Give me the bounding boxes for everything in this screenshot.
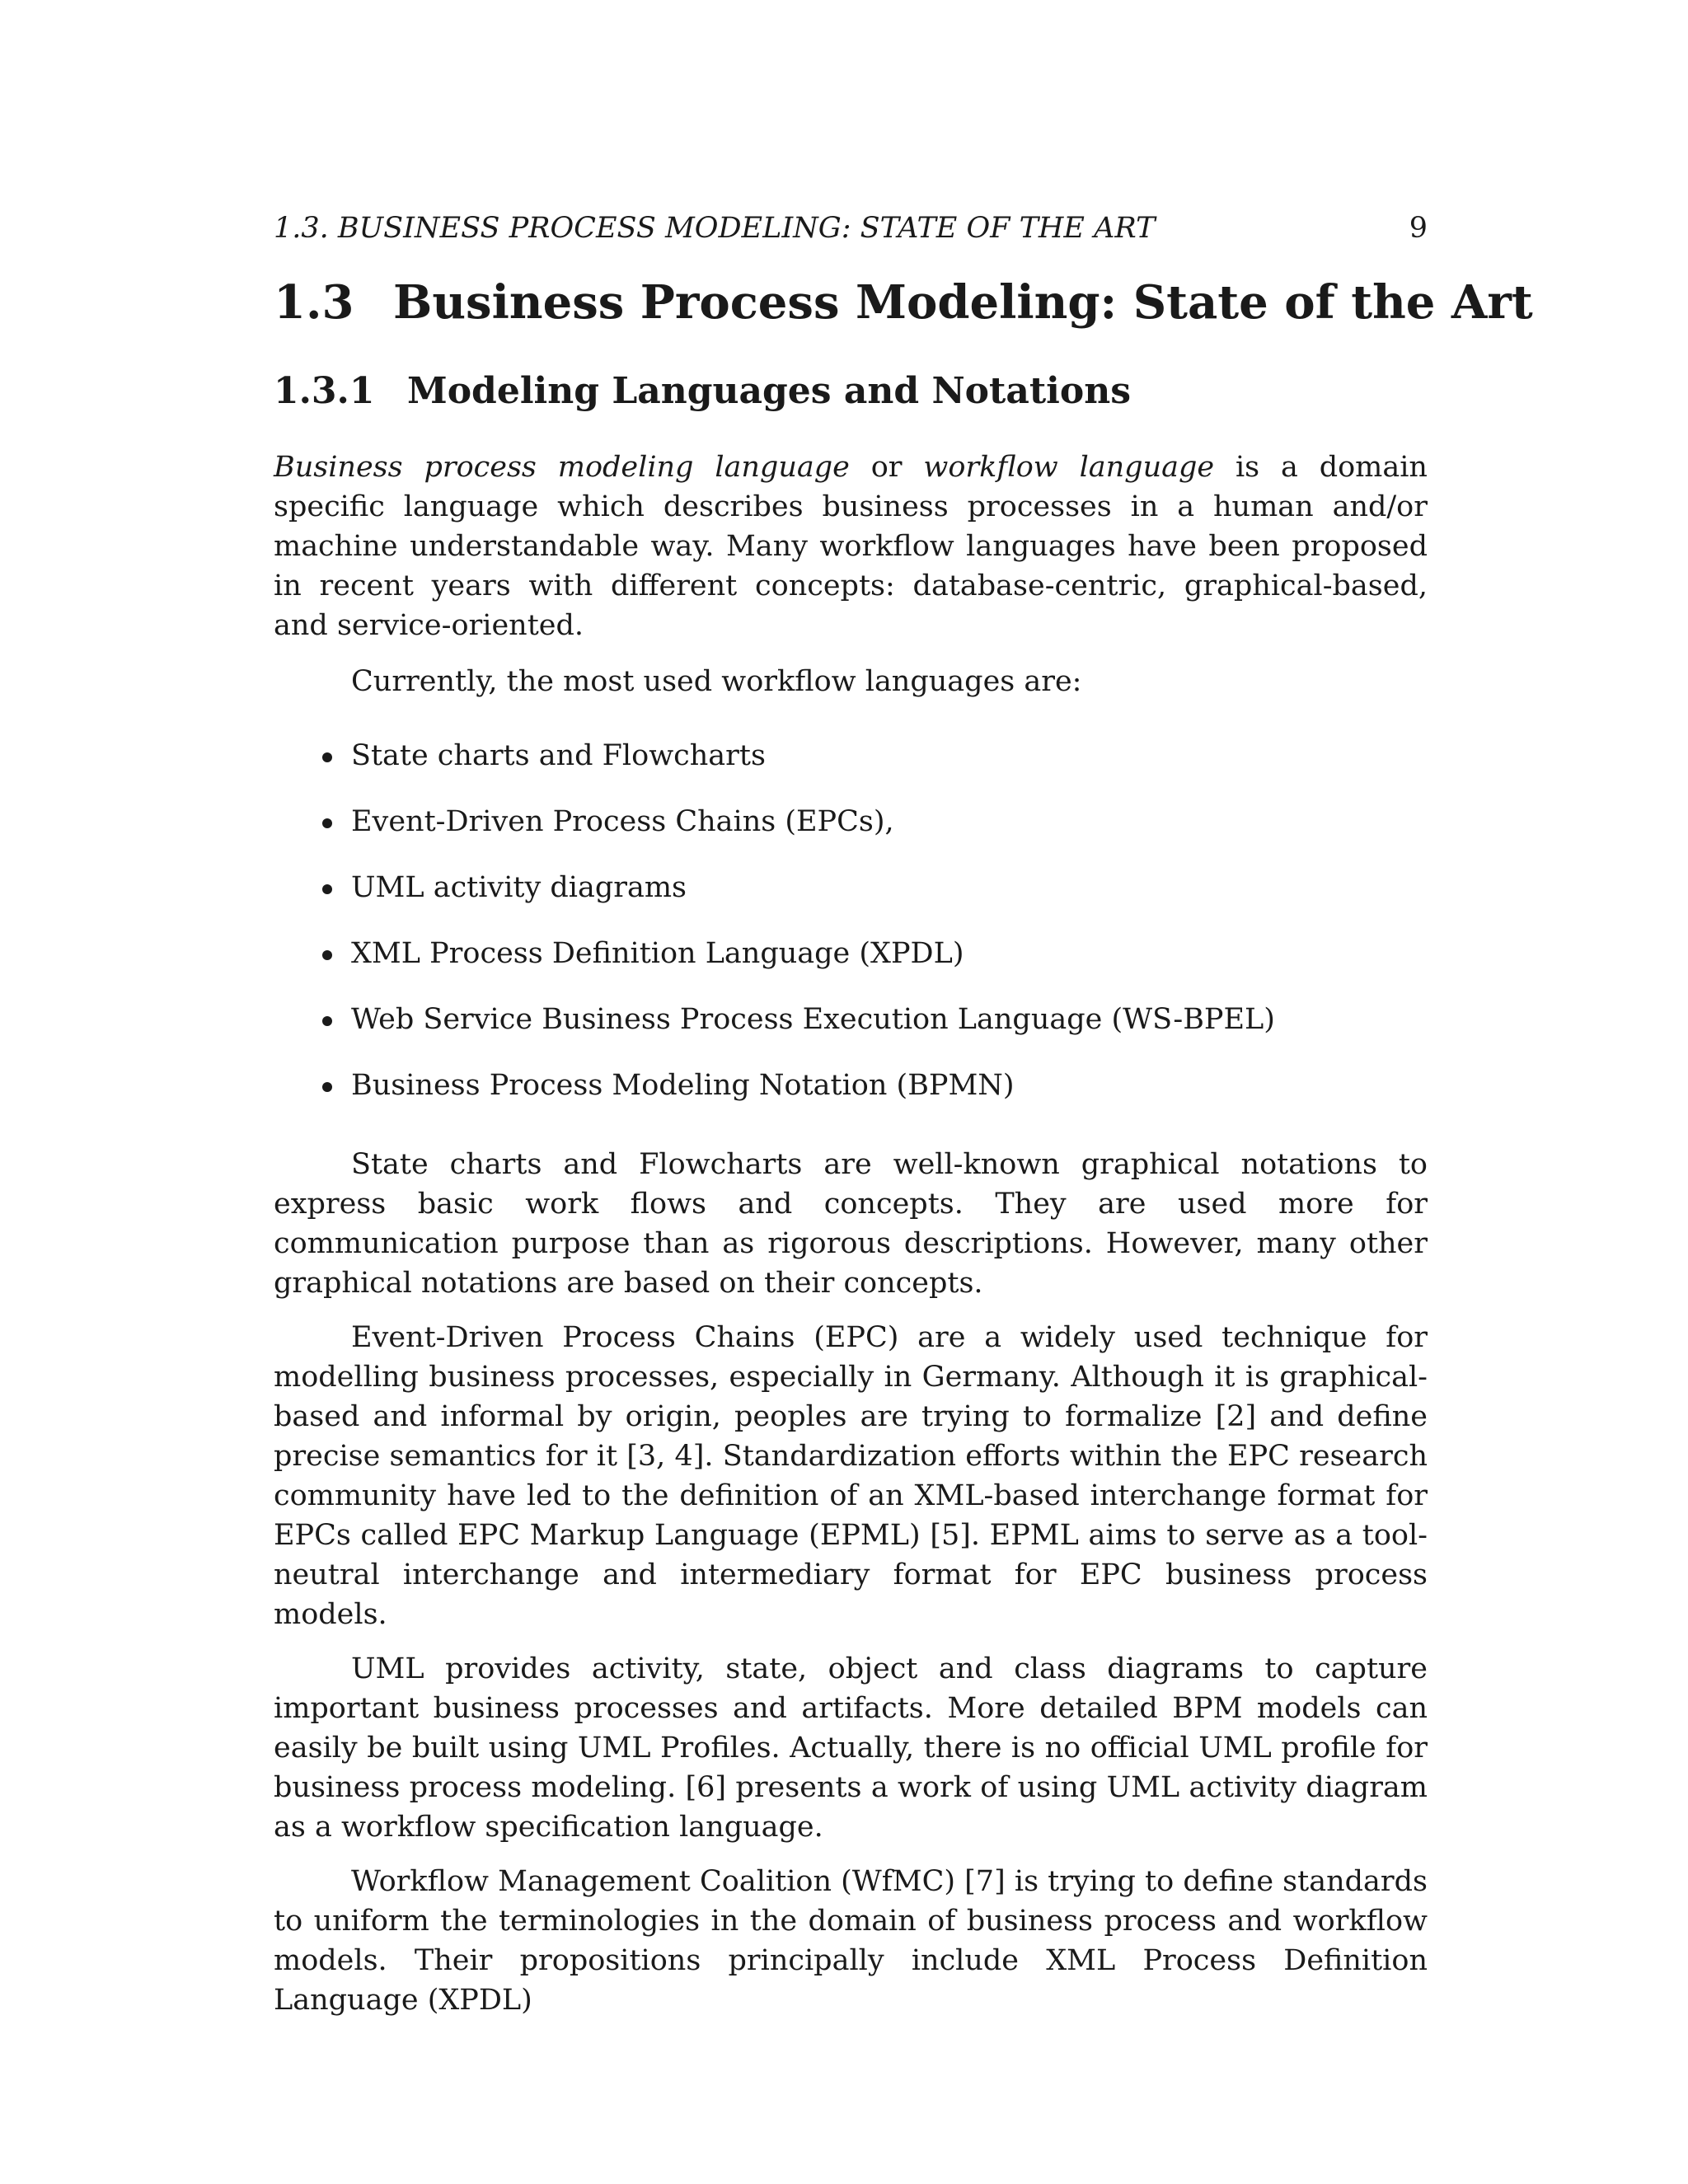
page [274,210,1533,2020]
page-number: 9 [1409,212,1428,245]
bullet-icon [322,950,332,960]
intro-paragraph [274,448,1428,645]
list-item-label: XML Process Definition Language (XPDL) [351,937,964,970]
list-item [274,736,1428,776]
list-item-label: Business Process Modeling Notation (BPMN) [351,1069,1015,1102]
bullet-icon [322,752,332,762]
bullet-icon [322,818,332,828]
bullet-icon [322,1016,332,1026]
list-item [274,1066,1428,1105]
list-item [274,1000,1428,1039]
bullet-icon [322,1082,332,1092]
list-intro: Currently, the most used workflow languages are: [351,665,1082,698]
epc-paragraph: Event-Driven Process Chains (EPC) are a widely used technique for modelling business processes, especially in Germany. Although it is graphical-based and informal by origin, peoples are trying to formalize [2] and define precise semantics for it [3, 4]. Standardization efforts within the EPC research community have led to the definition of an XML-based interchange format for EPCs called EPC Markup Language (EPML) [5]. EPML aims to serve as a tool-neutral interchange and intermediary format for EPC business process models. [274,1321,1428,1631]
section-number: 1.3 [274,275,354,330]
term-workflow-language: workflow language [923,451,1215,484]
subsection-number: 1.3.1 [274,370,375,412]
intro-or: or [849,451,924,484]
wfmc-paragraph: Workflow Management Coalition (WfMC) [7] is trying to define standards to uniform the terminologies in the domain of business process and workflow models. Their propositions principally include XML Process Definition Language (XPDL) [274,1865,1428,2017]
running-head-title: 1.3. BUSINESS PROCESS MODELING: STATE OF THE ART [274,212,1156,245]
subsection-title: Modeling Languages and Notations [407,370,1132,412]
list-item-label: State charts and Flowcharts [351,739,766,772]
uml-paragraph: UML provides activity, state, object and class diagrams to capture important business processes and artifacts. More detailed BPM models can easily be built using UML Profiles. Actually, there is no official UML profile for business process modeling. [6] presents a work of using UML activity diagram as a workflow specification language. [274,1652,1428,1844]
statecharts-paragraph: State charts and Flowcharts are well-known graphical notations to express basic work flows and concepts. They are used more for communication purpose than as rigorous descriptions. However, many other graphical notations are based on their concepts. [274,1148,1428,1300]
list-item-label: UML activity diagrams [351,871,687,904]
section-title: Business Process Modeling: State of the Art [393,275,1533,330]
language-list [274,736,1428,1105]
term-business-process-modeling-language: Business process modeling language [274,451,850,484]
section-heading [274,274,1533,330]
intro-rest: is a domain specific language which describes business processes in a human and/or machine understandable way. Many workflow languages have been proposed in recent years with different concepts: database-centric, graphical-based, and service-oriented. [274,451,1428,642]
list-item [274,934,1428,973]
list-item [274,868,1428,907]
running-head [274,210,1428,246]
list-item [274,802,1428,841]
list-item-label: Web Service Business Process Execution Language (WS-BPEL) [351,1003,1275,1036]
list-item-label: Event-Driven Process Chains (EPCs), [351,805,894,838]
subsection-heading [274,368,1428,415]
bullet-icon [322,884,332,894]
